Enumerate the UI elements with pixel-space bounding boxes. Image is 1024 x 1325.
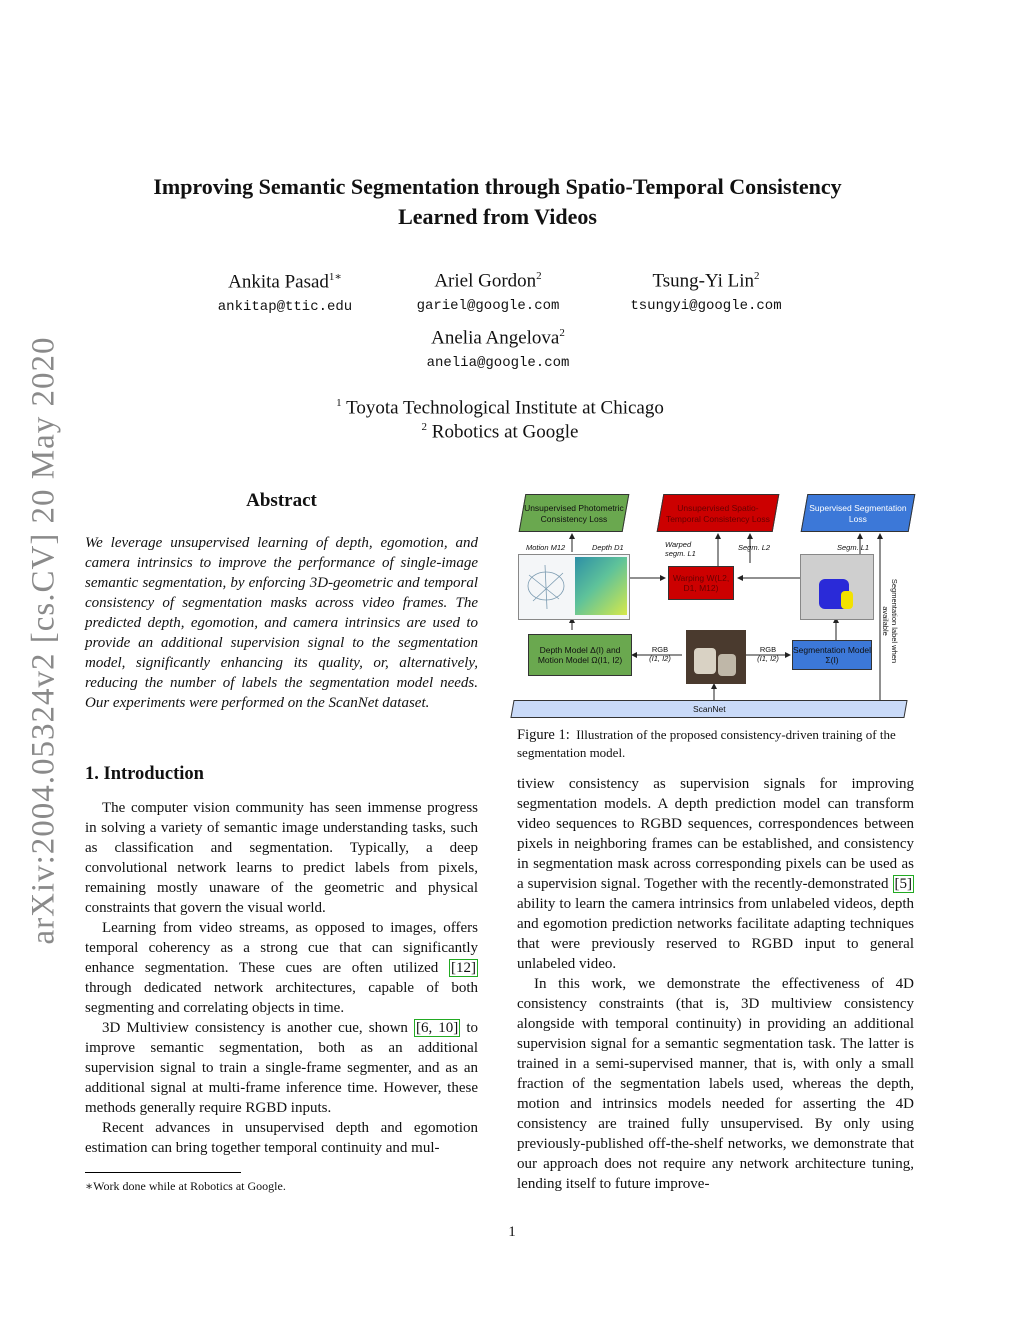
segm-l2-label: Segm. L2 — [738, 543, 771, 552]
footnote: ∗Work done while at Robotics at Google. — [85, 1179, 286, 1193]
depth-label: Depth D1 — [592, 543, 624, 552]
paragraph: Recent advances in unsupervised depth and egomotion estimation can bring together temporal continuity and mul- — [85, 1120, 478, 1156]
motion-graph-image — [519, 555, 574, 617]
figure-caption: Figure 1: Illustration of the proposed consistency-driven training of the segmentation model. — [517, 727, 896, 760]
segmentation-mask-image — [800, 554, 874, 620]
rgb-left-label: RGB (I1, I2) — [649, 645, 671, 663]
segm-l1-label: Segm. L1 — [837, 543, 870, 552]
paragraph: tiview consistency as supervision signals for improving segmentation models. A depth prediction model can transform video sequences to RGBD sequences, correspondences between pixels in neighboring frames can be established, and consistency in segmentation mask across corresponding pixels can be used as a supervision signal. Together with the recently-demonstrated [5] ability to learn the camera intrinsics from unlabeled videos, depth and egomotion prediction networks facilitate adapting techniques that were previously reserved to RGBD input to general unlabeled video. — [517, 776, 914, 972]
motion-label: Motion M12 — [526, 543, 566, 552]
depth-motion-model-box: Depth Model Δ(I) and Motion Model Ω(I1, I2) — [528, 634, 632, 676]
author-1: Ankita Pasad$^{1∗}$ ankitap@ttic.edu — [217, 271, 353, 316]
author-3: Tsung-Yi Lin$^2$ tsungyi@google.com — [630, 270, 782, 315]
warped-segm-label: Warped segm. L1 — [665, 540, 696, 558]
abstract-heading: Abstract — [246, 490, 317, 511]
paragraph: Learning from video streams, as opposed to images, offers temporal coherency as a strong cue that can significantly enhance segmentation. These cues are often utilized [12] through dedicated network architectures, capable of both segmenting and correlating objects in time. — [85, 920, 478, 1016]
supervised-loss-box: Supervised Segmentation Loss — [801, 494, 916, 532]
scannet-box: ScanNet — [510, 700, 907, 718]
page-number: 1 — [508, 1224, 516, 1240]
paragraph: 3D Multiview consistency is another cue, shown [6, 10] to improve semantic segmentation, both as an additional supervision signal to train a single-frame segmenter, and as an additional signal at multi-frame inference time. However, these methods generally require RGBD inputs. — [85, 1020, 479, 1116]
author-4: Anelia Angelova$^2$ anelia@google.com — [426, 327, 570, 372]
citation-link[interactable]: [12] — [451, 960, 476, 976]
left-column-text — [85, 798, 478, 1158]
photometric-loss-box: Unsupervised Photometric Consistency Loss — [519, 494, 630, 532]
segmentation-label-side-text: Segmentation label when available — [881, 578, 899, 664]
right-column-text — [517, 774, 914, 1194]
motion-depth-image — [518, 554, 630, 620]
paragraph: In this work, we demonstrate the effectiveness of 4D consistency constraints (that is, 3D multiview consistency alongside with temporal continuity) in providing an additional supervision signal for a semantic segmentation task. The latter is trained in a semi-supervised manner, that is, with only a small fraction of the segmentation labels used, whereas the depth, motion and intrinsics models needed for asserting the 4D consistency are trained fully unsupervised. By only using previously-published off-the-shelf networks, we demonstrate that our approach does not require any network architecture tuning, lending itself to future improve- — [517, 976, 914, 1192]
citation-link[interactable]: [6, 10] — [415, 1020, 459, 1036]
abstract-body: We leverage unsupervised learning of depth, egomotion, and camera intrinsics to improve the performance of single-image semantic segmentation, by enforcing 3D-geometric and temporal consistency of segmentation masks across video frames. The predicted depth, egomotion, and camera intrinsics are used to provide an additional supervision signal to the segmentation model, significantly enhancing its quality, or, alternatively, reducing the number of labels the segmentation model needs. Our experiments were performed on the ScanNet dataset. — [85, 535, 478, 711]
affiliation-1: $^1$ Toyota Technological Institute at Chicago — [336, 397, 664, 419]
rgb-right-label: RGB (I1, I2) — [757, 645, 779, 663]
intro-heading: 1. Introduction — [85, 764, 204, 784]
arxiv-identifier: arXiv:2004.05324v2 [cs.CV] 20 May 2020 — [25, 335, 62, 945]
footnote-rule — [85, 1172, 241, 1173]
depth-map-image — [575, 557, 627, 615]
author-2: Ariel Gordon$^2$ gariel@google.com — [416, 270, 560, 315]
affiliation-2: $^2$ Robotics at Google — [421, 421, 579, 443]
citation-link[interactable]: [5] — [894, 876, 913, 892]
spatiotemporal-loss-box: Unsupervised Spatio-Temporal Consistency Loss — [657, 494, 780, 532]
segmentation-model-box: Segmentation Model Σ(I) — [792, 640, 872, 670]
figure-1-diagram — [510, 488, 914, 720]
warping-box: Warping W(L2, D1, M12) — [668, 566, 734, 600]
paragraph: The computer vision community has seen immense progress in solving a variety of semantic image understanding tasks, such as classification and segmentation. Typically, a deep convolutional network learns to predict labels from pixels, remaining mostly unaware of the geometric and physical constraints that govern the visual world. — [85, 800, 478, 916]
paper-title: Improving Semantic Segmentation through Spatio-Temporal Consistency Learned from Videos — [153, 174, 842, 229]
rgb-input-photo — [686, 630, 746, 684]
